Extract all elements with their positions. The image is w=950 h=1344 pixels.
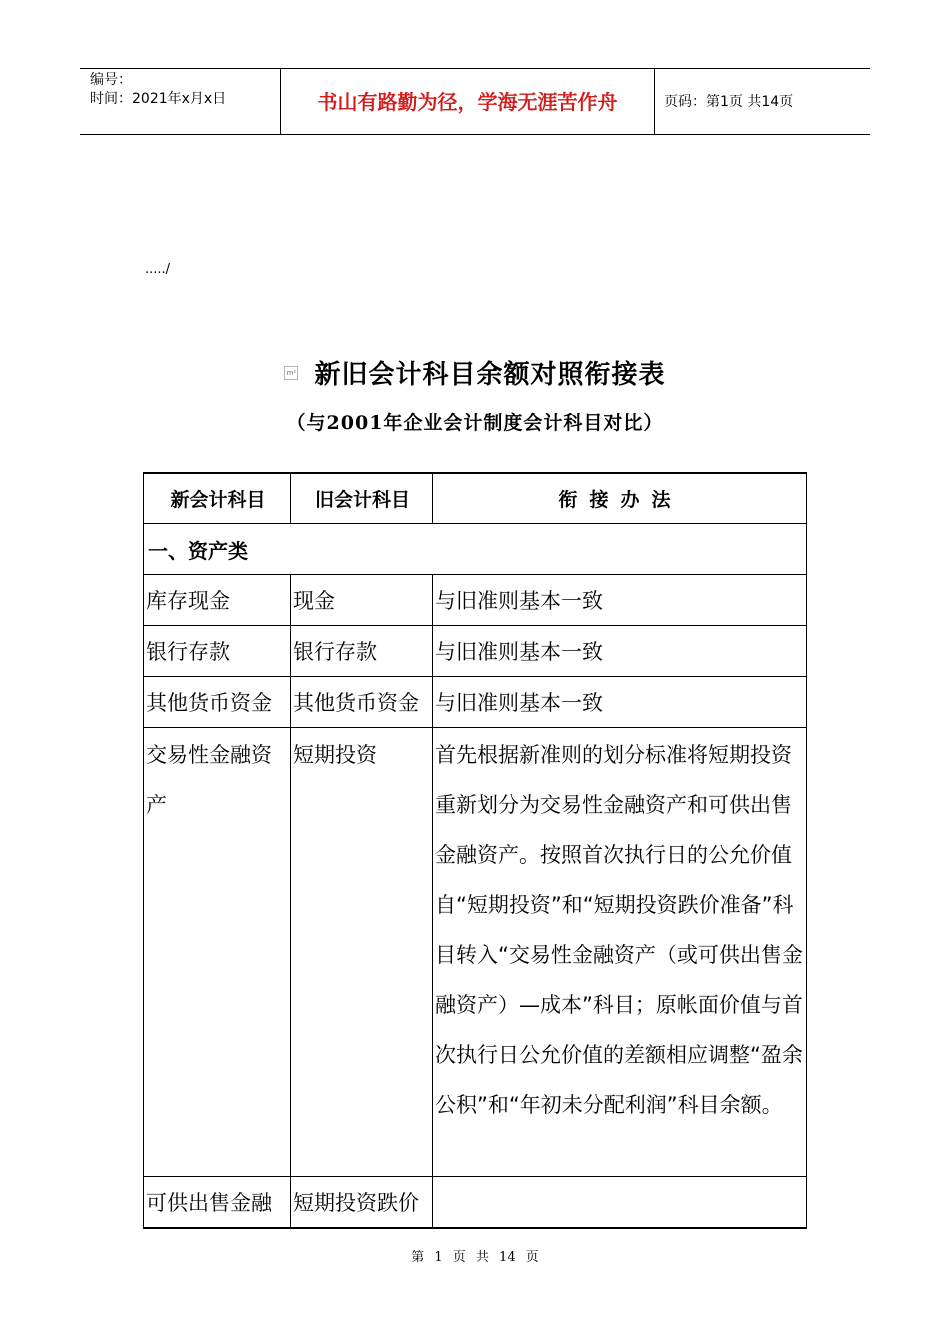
header-page-info: 页码：第1页 共14页: [664, 94, 794, 110]
new-account-cell: 其他货币资金: [144, 677, 291, 728]
title-row: [0, 354, 950, 391]
table-row: [144, 626, 807, 677]
page-header: [80, 68, 870, 135]
category-label: 一、资产类: [144, 524, 807, 575]
document-subtitle: （与2001年企业会计制度会计科目对比）: [286, 412, 664, 434]
method-cell: 与旧准则基本一致: [433, 677, 807, 728]
table-row: [144, 728, 807, 1177]
table-row: [144, 1177, 807, 1229]
method-cell: 首先根据新准则的划分标准将短期投资重新划分为交易性金融资产和可供出售金融资产。按照首次执行日的公允价值自“短期投资”和“短期投资跌价准备”科目转入“交易性金融资产（或可供出售金融资产）—成本”科目；原帐面价值与首次执行日公允价值的差额相应调整“盈余公积”和“年初未分配利润”科目余额。: [433, 728, 807, 1177]
method-cell: 与旧准则基本一致: [433, 575, 807, 626]
new-account-cell: 库存现金: [144, 575, 291, 626]
stray-text: ...../: [145, 262, 171, 277]
header-new-account: 新会计科目: [144, 473, 291, 524]
header-method: 衔接办法: [433, 473, 807, 524]
table-row: [144, 677, 807, 728]
table-header-row: [144, 473, 807, 524]
header-time-label: 时间：2021年x月x日: [90, 91, 227, 107]
header-motto: 书山有路勤为径，学海无涯苦作舟: [317, 90, 618, 114]
old-account-cell: 现金: [291, 575, 433, 626]
old-account-cell: 短期投资: [291, 728, 433, 1177]
header-meta: [90, 71, 226, 109]
old-account-cell: 银行存款: [291, 626, 433, 677]
table-row: [144, 575, 807, 626]
account-mapping-table: [143, 472, 807, 1229]
header-number-label: 编号：: [90, 72, 132, 88]
header-old-account: 旧会计科目: [291, 473, 433, 524]
category-row: [144, 524, 807, 575]
method-cell: 与旧准则基本一致: [433, 626, 807, 677]
method-cell: [433, 1177, 807, 1229]
old-account-cell: 其他货币资金: [291, 677, 433, 728]
header-divider: [654, 69, 655, 135]
new-account-cell: 可供出售金融: [144, 1177, 291, 1229]
new-account-cell: 交易性金融资产: [144, 728, 291, 1177]
new-account-cell: 银行存款: [144, 626, 291, 677]
old-account-cell: 短期投资跌价: [291, 1177, 433, 1229]
image-placeholder-icon: m²: [284, 366, 298, 380]
page-footer: 第 1 页 共 14 页: [411, 1250, 539, 1265]
document-title: 新旧会计科目余额对照衔接表: [314, 360, 666, 390]
